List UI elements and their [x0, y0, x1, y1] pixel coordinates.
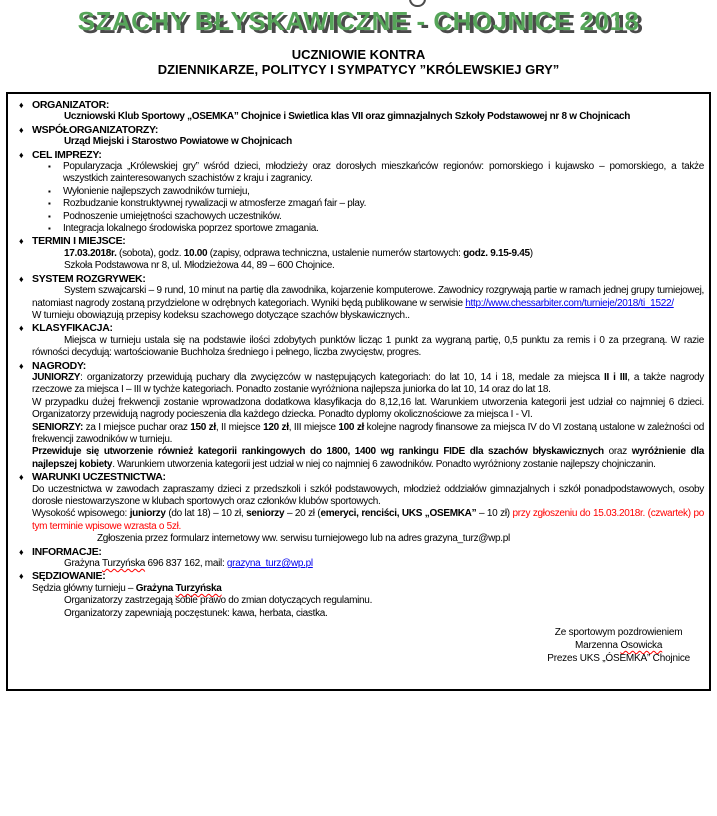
- square-bullet-icon: ▪: [48, 186, 51, 196]
- event-date: 17.03.2018r.: [64, 247, 117, 259]
- juniorzy-label: JUNIORZY: [32, 371, 81, 383]
- section-cel-imprezy: [10, 149, 704, 236]
- organizator-body: Uczniowski Klub Sportowy „OSEMKA” Chojnice i Swietlica klas VII oraz gimnazjalnych Szkoły Podstawowej nr 8 w Chojnicach: [64, 111, 631, 123]
- section-wspolorganizatorzy: [10, 124, 704, 149]
- cel-bullet-item: [32, 161, 704, 186]
- section-informacje: [10, 546, 704, 571]
- signature-surname: Osowicka: [620, 640, 663, 652]
- regulations-box: [6, 92, 711, 691]
- section-heading-nagrody: NAGRODY:: [32, 359, 86, 372]
- nagrody-juniorzy-paragraph: JUNIORZY: organizatorzy przewidują puchary dla zwycięzców w następujących kategoriach: do lat 10, 14 i 18, medale za miejsca II i III, a także nagrody rzeczowe za miejsca I – III w tychże kategoriach. Ponadto zostanie wyróżniona najlepsza juniorka do lat 10, 14 oraz do lat 18.: [32, 371, 705, 396]
- diamond-bullet-icon: ♦: [19, 236, 24, 247]
- signature-role-line: Prezes UKS „ÓSEMKA” Chojnice: [547, 653, 690, 665]
- cel-bullet-text: Podnoszenie umiejętności szachowych uczestników.: [63, 210, 282, 222]
- contact-surname: Turzyńska: [102, 558, 146, 570]
- section-heading-organizator: ORGANIZATOR:: [32, 99, 110, 111]
- cel-bullet-item: [32, 223, 704, 235]
- diamond-bullet-icon: ♦: [19, 273, 24, 284]
- subtitle-line1: UCZNIOWIE KONTRA: [291, 47, 426, 62]
- section-heading-warunki: WARUNKI UCZESTNICTWA:: [32, 471, 166, 484]
- cel-bullet-text: Popularyzacja „Królewskiej gry” wśród dzieci, młodzieży oraz dorosłych mieszkańców regionów: pomorskiego i kujawsko – pomorskiego, a także wszystkich zainteresowanych szachistów z kraju i zagranicy.: [63, 161, 704, 185]
- termin-date-line: 17.03.2018r. (sobota), godz. 10.00 (zapisy, odprawa techniczna, ustalenie numerów startowych: godz. 9.15-9.45): [64, 247, 533, 259]
- contact-line: Grażyna Turzyńska 696 837 162, mail: grazyna_turz@wp.pl: [64, 558, 313, 570]
- system-rules-line: W turnieju obowiązują przepisy kodeksu szachowego dotyczące szachów błyskawicznych..: [32, 309, 410, 321]
- section-termin-i-miejsce: [10, 235, 704, 272]
- subtitle: [0, 47, 717, 77]
- seniorzy-label: SENIORZY:: [32, 421, 84, 433]
- cel-bullet-item: [32, 211, 704, 223]
- event-start-time: 10.00: [183, 247, 208, 259]
- cel-bullet-text: Wyłonienie najlepszych zawodników turnieju,: [63, 185, 250, 197]
- square-bullet-icon: ▪: [48, 224, 51, 234]
- nagrody-ranking-paragraph: Przewiduje się utworzenie również kategorii rankingowych do 1800, 1400 wg rankingu FIDE dla szachów błyskawicznych oraz wyróżnienie dla najlepszej kobiety. Warunkiem utworzenia kategorii jest udział w niej co najmniej 6 zawodników. Ponadto wyróżniony zostanie najlepszy chojniczanin.: [32, 446, 704, 470]
- diamond-bullet-icon: ♦: [19, 360, 24, 371]
- cel-bullet-text: Rozbudzanie konstruktywnej rywalizacji w atmosferze zmagań fair – play.: [63, 198, 367, 210]
- section-heading-wspolorganizatorzy: WSPÓŁORGANIZATORZY:: [32, 123, 159, 136]
- page-title: SZACHY BŁYSKAWICZNE - CHOJNICE 2018: [77, 6, 640, 36]
- warunki-uczestnicy-paragraph: Do uczestnictwa w zawodach zapraszamy dzieci z przedszkoli i szkół podstawowych, młodzież oddziałów gimnazjalnych i szkół ponadpodstawowych, osoby dorosłe niestowarzyszone w klubach sportowych oraz członków klubów sportowych.: [32, 483, 704, 507]
- square-bullet-icon: ▪: [48, 199, 51, 209]
- square-bullet-icon: ▪: [48, 211, 51, 221]
- section-warunki-uczestnictwa: [10, 471, 704, 545]
- section-heading-sedziowanie: SĘDZIOWANIE:: [32, 570, 106, 583]
- diamond-bullet-icon: ♦: [19, 546, 24, 557]
- wspolorganizatorzy-body: Urząd Miejski i Starostwo Powiatowe w Chojnicach: [64, 136, 292, 148]
- section-heading-informacje: INFORMACJE:: [32, 545, 102, 558]
- tournament-results-link[interactable]: http://www.chessarbiter.com/turnieje/2018/ti_1522/: [465, 297, 674, 309]
- subtitle-line2: DZIENNIKARZE, POLITYCY I SYMPATYCY ”KRÓLEWSKIEJ GRY”: [157, 62, 560, 77]
- cel-bullet-item: [32, 198, 704, 210]
- diamond-bullet-icon: ♦: [19, 124, 24, 135]
- zgloszenia-line: Zgłoszenia przez formularz internetowy ww. serwisu turniejowego lub na adres grazyna_turz@wp.pl: [97, 533, 510, 545]
- venue-line: Szkoła Podstawowa nr 8, ul. Młodzieżowa 44, 89 – 600 Chojnice.: [64, 260, 335, 272]
- signature-greeting: Ze sportowym pozdrowieniem: [554, 627, 683, 639]
- diamond-bullet-icon: ♦: [19, 472, 24, 483]
- prize-third: 100 zł: [338, 421, 365, 433]
- cel-bullet-item: [32, 186, 704, 198]
- system-paragraph: System szwajcarski – 9 rund, 10 minut na partię dla zawodnika, kojarzenie komputerowe. Zawodnicy rozgrywają partie w ramach jednej grupy turniejowej, natomiast nagrody zostaną przydzielone w odrębnych kategoriach. Wyniki będą publikowane w serwisie http://www.chessarbiter.com/turnieje/2018/ti_1522/: [32, 285, 704, 309]
- section-klasyfikacja: [10, 322, 704, 359]
- section-heading-termin: TERMIN I MIEJSCE:: [32, 235, 126, 248]
- section-nagrody: [10, 360, 704, 472]
- referee-first-name: Grażyna: [135, 582, 176, 594]
- nagrody-frekwencja-paragraph: W przypadku dużej frekwencji zostanie wprowadzona dodatkowa klasyfikacja do 8,12,16 lat. Warunkiem utworzenia kategorii jest udział co najmniej 6 dzieci. Organizatorzy przewidują nagrody pocieszenia dla każdego dziecka. Ponadto dyplomy okolicznościowe za miejsca I - VI.: [32, 396, 704, 421]
- cel-bullet-text: Integracja lokalnego środowiska poprzez sportowe zmagania.: [63, 223, 319, 235]
- registration-time: godz. 9.15-9.45: [463, 247, 530, 259]
- referee-line: Sędzia główny turnieju – Grażyna Turzyńska: [32, 582, 222, 594]
- section-heading-klasyfikacja: KLASYFIKACJA:: [32, 322, 113, 335]
- referee-surname: Turzyńska: [175, 582, 222, 594]
- warunki-wpisowe-paragraph: Wysokość wpisowego: juniorzy (do lat 18) – 10 zł, seniorzy – 20 zł (emeryci, renciści, UKS „OSEMKA” – 10 zł) przy zgłoszeniu do 15.03.2018r. (czwartek) po tym terminie wpisowe wzrasta o 5zł.: [32, 508, 704, 532]
- diamond-bullet-icon: ♦: [19, 100, 24, 110]
- organizer-note-2: Organizatorzy zapewniają poczęstunek: kawa, herbata, ciastka.: [64, 607, 328, 619]
- section-sedziowanie: [10, 570, 704, 620]
- section-heading-system: SYSTEM ROZGRYWEK:: [32, 272, 146, 285]
- signature-block: [547, 626, 690, 665]
- contact-email-link[interactable]: grazyna_turz@wp.pl: [226, 558, 313, 570]
- nagrody-seniorzy-paragraph: SENIORZY: za I miejsce puchar oraz 150 zł, II miejsce 120 zł, III miejsce 100 zł kolejne nagrody finansowe za miejsca IV do VI zostaną ustalone w zależności od frekwencji zawodników w turnieju.: [32, 421, 704, 445]
- deadline-warning-text: przy zgłoszeniu do 15.03.2018r. (czwartek) po tym terminie wpisowe wzrasta o 5zł.: [32, 508, 704, 532]
- diamond-bullet-icon: ♦: [19, 323, 24, 334]
- prize-second: 120 zł: [263, 421, 289, 433]
- organizer-note-1: Organizatorzy zastrzegają sobie prawo do zmian dotyczących regulaminu.: [64, 595, 373, 607]
- klasyfikacja-body: Miejsca w turnieju ustala się na podstawie ilości zdobytych punktów licząc 1 punkt za wygraną partię, 0,5 punktu za remis i 0 za przegraną. W razie równości decydują: wartościowanie Buchholza średniego i pełnego, liczba zwycięstw, progres.: [32, 334, 704, 359]
- diamond-bullet-icon: ♦: [19, 571, 24, 582]
- diamond-bullet-icon: ♦: [19, 149, 24, 160]
- section-system-rozgrywek: [10, 273, 704, 323]
- signature-name-line: Marzenna Osowicka: [575, 640, 663, 652]
- square-bullet-icon: ▪: [48, 162, 51, 172]
- prize-first: 150 zł: [190, 421, 216, 433]
- section-organizator: [10, 99, 704, 124]
- section-heading-cel-imprezy: CEL IMPREZY:: [32, 148, 102, 161]
